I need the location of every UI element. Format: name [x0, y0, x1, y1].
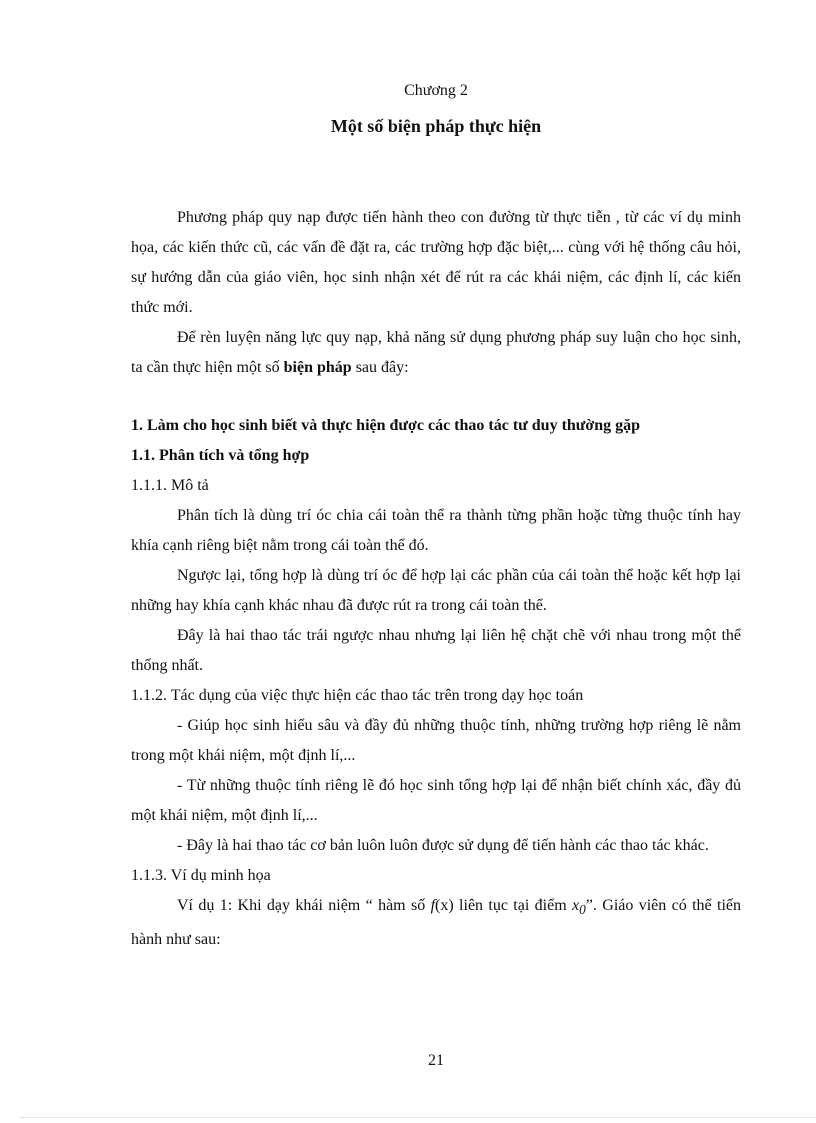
function-symbol: f	[430, 897, 436, 914]
intro-p2-bold: biện pháp	[283, 359, 352, 376]
description-paragraph-1: Phân tích là dùng trí óc chia cái toàn thể ra thành từng phần hoặc từng thuộc tính hay khía cạnh riêng biệt nằm trong cái toàn thể đó.	[131, 507, 741, 554]
description-paragraph-2: Ngược lại, tổng hợp là dùng trí óc để hợp lại các phần của cái toàn thể hoặc kết hợp lại những hay khía cạnh khác nhau đã được rút ra trong cái toàn thể.	[131, 567, 741, 614]
page-number: 21	[428, 1052, 444, 1069]
intro-p2-text: Để rèn luyện năng lực quy nạp, khả năng sử dụng phương pháp suy luận cho học sinh, ta cần thực hiện một số	[131, 329, 741, 376]
item-heading-1-1-1: 1.1.1. Mô tả	[131, 477, 209, 494]
intro-p2-tail: sau đây:	[351, 359, 409, 376]
example-paragraph	[131, 891, 741, 955]
section-heading: 1. Làm cho học sinh biết và thực hiện được các thao tác tư duy thường gặp	[131, 417, 641, 434]
intro-paragraph-1: Phương pháp quy nạp được tiến hành theo con đường từ thực tiễn , từ các ví dụ minh họa, các kiến thức cũ, các vấn đề đặt ra, các trường hợp đặc biệt,... cùng với hệ thống câu hỏi, sự hướng dẫn của giáo viên, học sinh nhận xét để rút ra các khái niệm, các định lí, các kiến thức mới.	[131, 209, 741, 316]
item-heading-1-1-2: 1.1.2. Tác dụng của việc thực hiện các thao tác trên trong dạy học toán	[131, 687, 584, 704]
intro-paragraph-2	[131, 323, 741, 383]
chapter-title: Một số biện pháp thực hiện	[330, 116, 542, 136]
example-text-start: Ví dụ 1: Khi dạy khái niệm “ hàm số	[177, 897, 431, 914]
example-text-mid: (x) liên tục tại điểm	[435, 897, 573, 914]
use-paragraph-3: - Đây là hai thao tác cơ bản luôn luôn được sử dụng để tiến hành các thao tác khác.	[177, 837, 709, 854]
use-paragraph-2: - Từ những thuộc tính riêng lẽ đó học sinh tổng hợp lại để nhận biết chính xác, đầy đủ một khái niệm, một định lí,...	[131, 777, 741, 824]
use-paragraph-1: - Giúp học sinh hiểu sâu và đầy đủ những thuộc tính, những trường hợp riêng lẽ nằm trong một khái niệm, một định lí,...	[131, 717, 741, 764]
point-symbol: x	[572, 897, 580, 914]
example-text-end: ”. Giáo viên có thể tiến hành như sau:	[131, 897, 741, 949]
point-subscript: 0	[579, 902, 586, 918]
chapter-label: Chương 2	[404, 82, 468, 99]
subsection-heading: 1.1. Phân tích và tổng hợp	[131, 447, 310, 464]
item-heading-1-1-3: 1.1.3. Ví dụ minh họa	[131, 867, 271, 884]
description-paragraph-3: Đây là hai thao tác trái ngược nhau nhưng lại liên hệ chặt chẽ với nhau trong một thể thống nhất.	[131, 627, 741, 674]
footer-divider	[20, 1117, 816, 1118]
document-body	[131, 203, 741, 955]
